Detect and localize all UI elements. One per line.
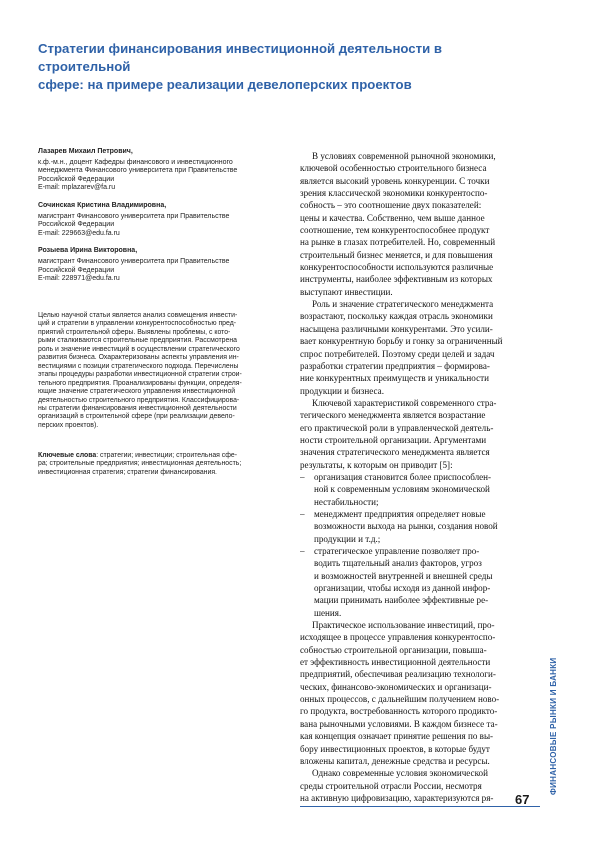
body-line: ключевой особенностью строительного бизнеса <box>300 163 487 174</box>
author-2-line: Российской Федерации <box>38 221 115 229</box>
author-3-email[interactable]: E-mail: 228971@edu.fa.ru <box>38 275 120 283</box>
page-number: 67 <box>515 792 530 807</box>
authors-block <box>38 148 270 293</box>
keywords-line <box>38 452 272 460</box>
list-item <box>300 471 540 483</box>
keywords-line: ра; строительные предприятия; инвестиционная деятельность; <box>38 460 242 468</box>
body-line: вана рыночными условиями. В каждом бизнесе та- <box>300 718 498 729</box>
abstract-line: деятельностью строительного предприятия. Классифицирова- <box>38 396 240 404</box>
body-line: онных процессов, с дальнейшим получением ново- <box>300 694 500 705</box>
list-item-line: нестабильности; <box>314 496 379 507</box>
author-3-name: Розыева Ирина Викторовна, <box>38 247 138 255</box>
body-line: ческих, финансово-экономических и организаци- <box>300 681 492 692</box>
list-item-text: менеджмент предприятия определяет новые <box>314 508 486 519</box>
abstract-line: тельного предприятия. Проанализированы функции, определя- <box>38 379 242 387</box>
list-item-line: и возможностей внутренней и внешней среды <box>314 570 493 581</box>
body-line: Практическое использование инвестиций, про- <box>312 620 495 631</box>
body-line: строительный бизнес меняется, и для повышения <box>300 249 493 260</box>
list-item-line: продукции и т.д.; <box>314 533 381 544</box>
author-3 <box>38 247 270 283</box>
list-item <box>300 545 540 557</box>
list-item <box>300 508 540 520</box>
author-1-email[interactable]: E-mail: mplazarev@fa.ru <box>38 184 116 192</box>
title-line-1: Стратегии финансирования инвестиционной деятельности в строительной <box>38 41 442 74</box>
body-line: вложены капитал, денежные средства и ресурсы. <box>300 755 490 766</box>
body-line: разработки стратегии предприятия – формирова- <box>300 360 490 371</box>
keywords-text: : стратегии; инвестиции; строительная сфе- <box>96 452 238 459</box>
body-line: зрения классической экономики конкурентоспо- <box>300 188 488 199</box>
abstract-line: роль и значение инвестиций в осуществлении стратегического <box>38 345 240 353</box>
body-column <box>300 150 540 804</box>
body-line: го продукта, востребованность которого продикто- <box>300 706 498 717</box>
list-item-line: мации принимать наиболее эффективные ре- <box>314 595 489 606</box>
title-line-2: сфере: на примере реализации девелоперских проектов <box>38 77 412 92</box>
author-2-line: магистрант Финансового университета при Правительстве <box>38 212 230 220</box>
body-line: спрос потребителей. Поэтому среди целей и задач <box>300 348 495 359</box>
body-line: инструменты, наиболее эффективным из которых <box>300 274 493 285</box>
abstract-line: ны стратегии финансирования инвестиционной деятельности <box>38 404 237 412</box>
keywords <box>38 452 272 477</box>
keywords-label: Ключевые слова <box>38 452 97 459</box>
author-1 <box>38 148 270 193</box>
body-line: продукции и бизнеса. <box>300 385 384 396</box>
author-3-line: магистрант Финансового университета при Правительстве <box>38 257 230 265</box>
body-line: его практической роли в управленческой деятель- <box>300 422 494 433</box>
abstract-line: этапы процедуры разработки инвестиционной стратегии строи- <box>38 371 242 379</box>
abstract-line: приятий строительной сферы. Выявлены проблемы, с кото- <box>38 328 231 336</box>
bullet-mark: – <box>300 471 305 482</box>
bullet-mark: – <box>300 508 305 519</box>
list-item-line: водить тщательный анализ факторов, угроз <box>314 558 482 569</box>
body-line: собность – это соотношение двух показателей: <box>300 200 482 211</box>
body-line: среды строительной отрасли России, несмотря <box>300 780 482 791</box>
abstract-line: организаций в строительной сфере (при реализации девело- <box>38 413 235 421</box>
section-label: ФИНАНСОВЫЕ РЫНКИ И БАНКИ <box>549 657 558 795</box>
body-line: бору инвестиционных проектов, в которые будут <box>300 743 490 754</box>
keywords-line: инвестиционная стратегия; стратегии финансирования. <box>38 468 217 476</box>
list-item-line: возможности выхода на рынки, создания новой <box>314 521 498 532</box>
body-line: вает конкурентную борьбу и гонку за ограниченный <box>300 336 503 347</box>
list-item-text: организация становится более приспособлен- <box>314 471 492 482</box>
body-line: предприятий, обеспечивая реализацию технологи- <box>300 669 496 680</box>
body-line: конкурентоспособности используются различные <box>300 262 494 273</box>
body-line: на рынке в глазах потребителей. Но, современный <box>300 237 496 248</box>
article-title <box>38 40 538 94</box>
body-line: на активную цифровизацию, характеризуются ря- <box>300 792 494 803</box>
body-line: выступают инвестиции. <box>300 286 393 297</box>
abstract <box>38 312 272 430</box>
author-3-line: Российской Федерации <box>38 266 115 274</box>
list-item-line: ной к современным условиям экономической <box>314 484 490 495</box>
body-line: значения стратегического менеджмента является <box>300 447 490 458</box>
body-line: насыщена различными конкурентами. Это усили- <box>300 323 493 334</box>
body-line: цены и качества. Собственно, чем выше данное <box>300 212 485 223</box>
body-line: является высокий уровень конкуренции. С точки <box>300 175 490 186</box>
author-1-name: Лазарев Михаил Петрович, <box>38 148 133 155</box>
body-line: тегического менеджмента является возрастание <box>300 410 486 421</box>
body-line: Роль и значение стратегического менеджмента <box>312 299 494 310</box>
author-2-name: Сочинская Кристина Владимировна, <box>38 201 167 209</box>
body-line: Ключевой характеристикой современного стра- <box>312 397 497 408</box>
author-1-line: Российской Федерации <box>38 175 115 183</box>
abstract-line: перских проектов). <box>38 421 99 429</box>
bullet-mark: – <box>300 546 305 556</box>
body-line: кая концепция означает принятие решения по вы- <box>300 731 494 742</box>
body-line: ет эффективность инвестиционной деятельности <box>300 657 491 668</box>
author-1-line: к.ф.-м.н., доцент Кафедры финансового и инвестиционного <box>38 158 233 166</box>
author-2-email[interactable]: E-mail: 229663@edu.fa.ru <box>38 229 120 237</box>
body-line: ние конкурентных преимуществ и уникальности <box>300 373 489 384</box>
body-line: возрастают, поскольку каждая отрасль экономики <box>300 311 493 322</box>
body-line: исходящее в процессе управления конкурентоспо- <box>300 632 496 643</box>
footer-divider <box>300 806 540 807</box>
list-item-line: организации, чтобы исходя из данной инфор- <box>314 583 491 594</box>
list-item-line: шения. <box>314 607 342 618</box>
abstract-line: Целью научной статьи является анализ совмещения инвести- <box>38 312 238 319</box>
body-line: собностью строительной организации, повыша- <box>300 644 487 655</box>
body-line: Однако современные условия экономической <box>312 768 488 779</box>
list-item-text: стратегическое управление позволяет про- <box>314 546 480 556</box>
abstract-line: рыми сталкиваются строительные предприятия. Рассмотрена <box>38 337 237 345</box>
body-line: В условиях современной рыночной экономики, <box>312 151 496 161</box>
body-line: результаты, к которым он приводит [5]: <box>300 459 453 470</box>
body-line: соотношение, тем конкурентоспособнее продукт <box>300 225 490 236</box>
author-2 <box>38 202 270 238</box>
abstract-line: ющие значение стратегического управления инвестиционной <box>38 388 236 396</box>
body-line: ности строительной организации. Аргументами <box>300 434 487 445</box>
abstract-line: развития бизнеса. Охарактеризованы аспекты управления ин- <box>38 354 239 362</box>
author-1-line: менеджмента Финансового университета при Правительстве <box>38 167 238 175</box>
abstract-line: вестициями с позиции стратегического подхода. Перечислены <box>38 362 239 370</box>
abstract-line: ций и стратегии в управлении конкурентоспособностью пред- <box>38 320 237 328</box>
